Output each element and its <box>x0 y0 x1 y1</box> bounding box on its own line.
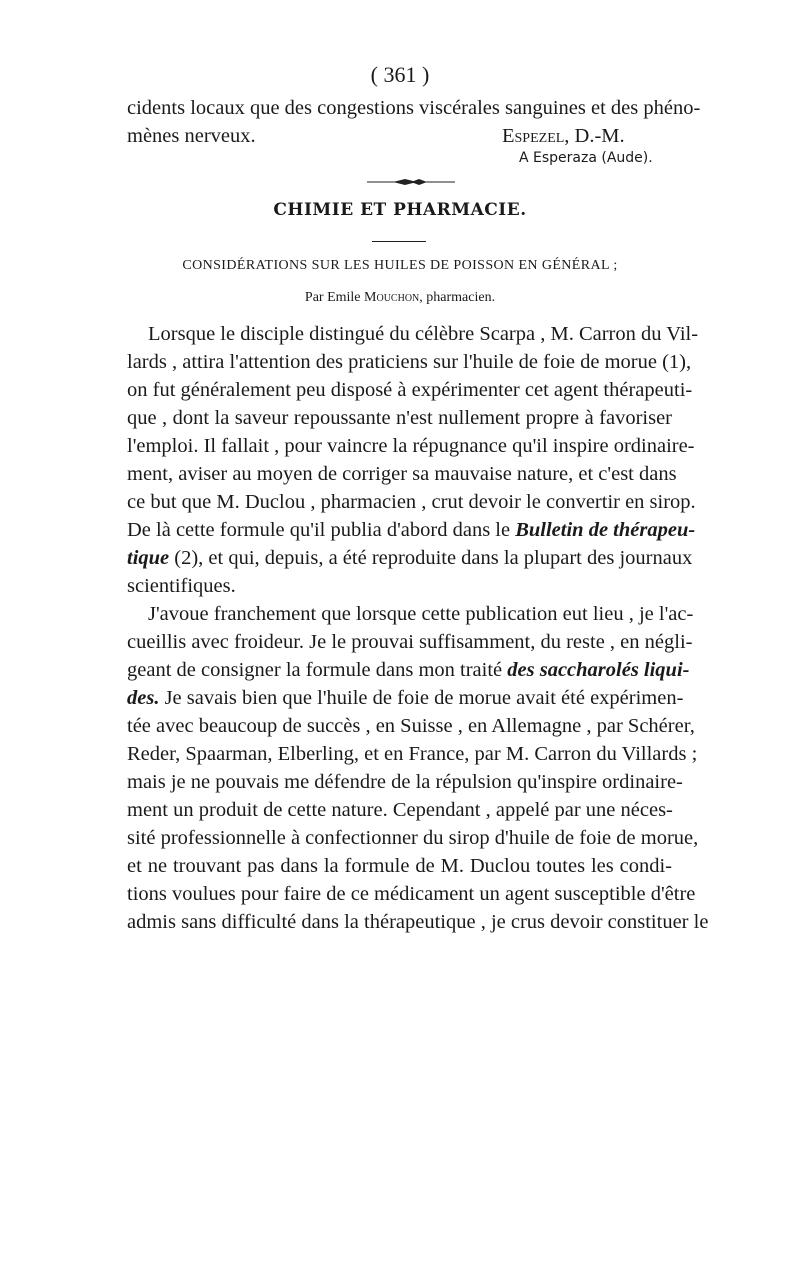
para2-line-4 <box>127 684 684 712</box>
bulletin-title-ref-end: tique <box>127 547 170 569</box>
prev-article-line-1: cidents locaux que des congestions viscérales sanguines et des phéno- <box>127 97 701 119</box>
para1-line-9-text: (2), et qui, depuis, a été reproduite dans la plupart des journaux <box>174 547 693 569</box>
saccharoles-title-ref-end: des. <box>127 687 160 709</box>
para2-line-3 <box>127 656 690 684</box>
para2-line-7: mais je ne pouvais me défendre de la répulsion qu'inspire ordinaire- <box>127 771 683 793</box>
prev-article-line-2: mènes nerveux. <box>127 125 256 147</box>
section-title: CHIMIE ET PHARMACIE. <box>273 200 527 220</box>
para1-line-9 <box>127 544 693 572</box>
author-prefix: Par Emile <box>304 290 361 305</box>
para2-line-11: tions voulues pour faire de ce médicament un agent susceptible d'être <box>127 883 696 905</box>
para2-line-3-text: geant de consigner la formule dans mon traité <box>127 659 503 681</box>
para2-line-6: Reder, Spaarman, Elberling, et en France, par M. Carron du Villards ; <box>127 743 698 765</box>
para2-line-2: cueillis avec froideur. Je le prouvai suffisamment, du reste , en négli- <box>127 631 693 653</box>
bulletin-title-ref: Bulletin de thérapeu- <box>515 519 696 541</box>
para2-line-1: J'avoue franchement que lorsque cette publication eut lieu , je l'ac- <box>148 603 694 625</box>
para1-line-6: ment, aviser au moyen de corriger sa mauvaise nature, et c'est dans <box>127 463 677 485</box>
author-name: Mouchon <box>364 290 420 305</box>
para1-line-8-text: De là cette formule qu'il publia d'abord dans le <box>127 519 511 541</box>
para2-line-4-text: Je savais bien que l'huile de foie de morue avait été expérimen- <box>164 687 684 709</box>
saccharoles-title-ref: des saccharolés liqui- <box>507 659 690 681</box>
prev-article-location: A Esperaza (Aude). <box>519 150 653 166</box>
para2-line-12: admis sans difficulté dans la thérapeutique , je crus devoir constituer le <box>127 911 709 933</box>
para2-line-10: et ne trouvant pas dans la formule de M. Duclou toutes les condi- <box>127 855 672 877</box>
article-title: CONSIDÉRATIONS SUR LES HUILES DE POISSON EN GÉNÉRAL ; <box>182 258 618 273</box>
para1-line-1: Lorsque le disciple distingué du célèbre Scarpa , M. Carron du Vil- <box>148 323 699 345</box>
para1-line-3: on fut généralement peu disposé à expérimenter cet agent thérapeuti- <box>127 379 693 401</box>
para1-line-5: l'emploi. Il fallait , pour vaincre la répugnance qu'il inspire ordinaire- <box>127 435 695 457</box>
ornamental-divider <box>367 178 455 186</box>
para1-line-4: que , dont la saveur repoussante n'est nullement propre à favoriser <box>127 407 672 429</box>
page-number: ( 361 ) <box>370 62 430 87</box>
article-author <box>0 290 800 306</box>
author-suffix: , pharmacien. <box>419 290 496 305</box>
para1-line-8 <box>127 516 696 544</box>
para2-line-9: sité professionnelle à confectionner du sirop d'huile de foie de morue, <box>127 827 699 849</box>
para1-line-2: lards , attira l'attention des praticiens sur l'huile de foie de morue (1), <box>127 351 692 373</box>
para1-line-10: scientifiques. <box>127 575 236 597</box>
para2-line-5: tée avec beaucoup de succès , en Suisse , en Allemagne , par Schérer, <box>127 715 695 737</box>
para1-line-7: ce but que M. Duclou , pharmacien , crut devoir le convertir en sirop. <box>127 491 696 513</box>
prev-article-signature: Espezel, D.-M. <box>502 125 625 147</box>
para2-line-8: ment un produit de cette nature. Cependant , appelé par une néces- <box>127 799 673 821</box>
section-divider <box>372 241 426 242</box>
